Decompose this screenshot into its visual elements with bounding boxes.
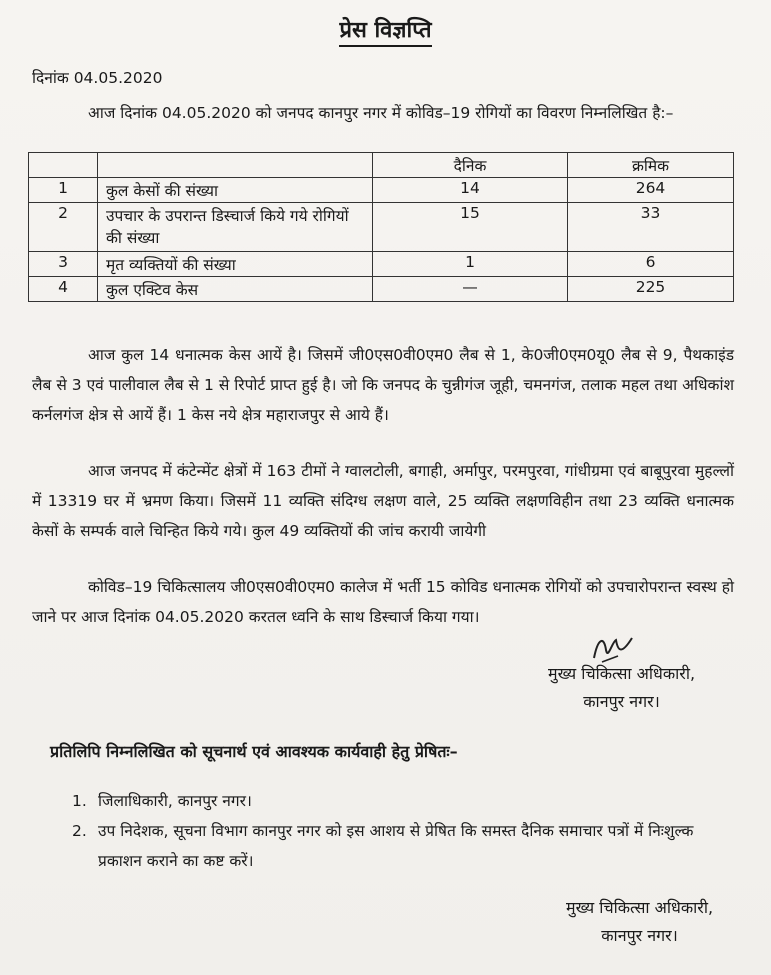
row-daily: 1 — [373, 252, 568, 277]
row-sn: 2 — [29, 203, 98, 252]
table-row — [29, 178, 734, 203]
list-item-number: 1. — [72, 792, 87, 810]
row-sn: 3 — [29, 252, 98, 277]
list-item-text: जिलाधिकारी, कानपुर नगर। — [98, 792, 252, 810]
row-cumulative: 225 — [568, 277, 734, 302]
row-cumulative: 6 — [568, 252, 734, 277]
paragraph-containment-survey: आज जनपद में कंटेन्मेंट क्षेत्रों में 163 टीमों ने ग्वालटोली, बगाही, अर्मापुर, परमपुरवा, गांधीग्रमा एवं बाबूपुरवा मुहल्लों में 13319 घर में भ्रमण किया। जिसमें 11 व्यक्ति संदिग्ध लक्षण वाले, 25 व्यक्ति लक्षणविहीन तथा 23 व्यक्ति धनात्मक केसों के सम्पर्क वाले चिन्हित किये गये। कुल 49 व्यक्तियों की जांच करायी जायेगी — [32, 462, 734, 540]
list-item — [72, 816, 732, 876]
signature-block-bottom — [566, 894, 713, 950]
signatory-designation: मुख्य चिकित्सा अधिकारी, — [548, 664, 696, 683]
copy-to-list — [72, 786, 732, 876]
document-title: प्रेस विज्ञप्ति — [0, 14, 771, 44]
table-row — [29, 203, 734, 252]
row-sn: 4 — [29, 277, 98, 302]
copy-to-heading: प्रतिलिपि निम्नलिखित को सूचनार्थ एवं आवश्यक कार्यवाही हेतु प्रेषितः– — [50, 742, 458, 761]
signature-block — [548, 660, 695, 716]
header-cell-desc — [98, 153, 373, 178]
signatory-designation: मुख्य चिकित्सा अधिकारी, — [566, 898, 714, 917]
date-line: दिनांक 04.05.2020 — [32, 69, 163, 87]
signatory-place: कानपुर नगर। — [601, 926, 678, 945]
row-cumulative: 33 — [568, 203, 734, 252]
row-daily: — — [373, 277, 568, 302]
row-daily: 15 — [373, 203, 568, 252]
header-cell-sn — [29, 153, 98, 178]
list-item-number: 2. — [72, 822, 87, 840]
table-row — [29, 277, 734, 302]
header-cell-daily: दैनिक — [373, 153, 568, 178]
paragraph-positive-cases: आज कुल 14 धनात्मक केस आयें है। जिसमें जी0एस0वी0एम0 लैब से 1, के0जी0एम0यू0 लैब से 9, पैथकाइंड लैब से 3 एवं पालीवाल लैब से 1 से रिपोर्ट प्राप्त हुई है। जो कि जनपद के चुन्नीगंज जूही, चमनगंज, तलाक महल तथा अधिकांश कर्नलगंज क्षेत्र से आयें हैं। 1 केस नये क्षेत्र महाराजपुर से आये हैं। — [32, 346, 734, 424]
signatory-place: कानपुर नगर। — [583, 692, 660, 711]
row-cumulative: 264 — [568, 178, 734, 203]
row-desc: कुल एक्टिव केस — [98, 277, 373, 302]
row-desc: उपचार के उपरान्त डिस्चार्ज किये गये रोगियों की संख्या — [98, 203, 373, 252]
table-row — [29, 252, 734, 277]
covid-stats-table — [28, 152, 734, 302]
list-item — [72, 786, 732, 816]
row-desc: कुल केसों की संख्या — [98, 178, 373, 203]
paragraph-discharge: कोविड–19 चिकित्सालय जी0एस0वी0एम0 कालेज में भर्ती 15 कोविड धनात्मक रोगियों को उपचारोपरान्त स्वस्थ हो जाने पर आज दिनांक 04.05.2020 करतल ध्वनि के साथ डिस्चार्ज किया गया। — [32, 578, 734, 626]
row-sn: 1 — [29, 178, 98, 203]
table-header-row — [29, 153, 734, 178]
header-cell-cumulative: क्रमिक — [568, 153, 734, 178]
list-item-text: उप निदेशक, सूचना विभाग कानपुर नगर को इस आशय से प्रेषित कि समस्त दैनिक समाचार पत्रों में निःशुल्क प्रकाशन कराने का कष्ट करें। — [98, 822, 694, 870]
intro-paragraph: आज दिनांक 04.05.2020 को जनपद कानपुर नगर में कोविड–19 रोगियों का विवरण निम्नलिखित है:– — [88, 104, 674, 122]
row-daily: 14 — [373, 178, 568, 203]
row-desc: मृत व्यक्तियों की संख्या — [98, 252, 373, 277]
